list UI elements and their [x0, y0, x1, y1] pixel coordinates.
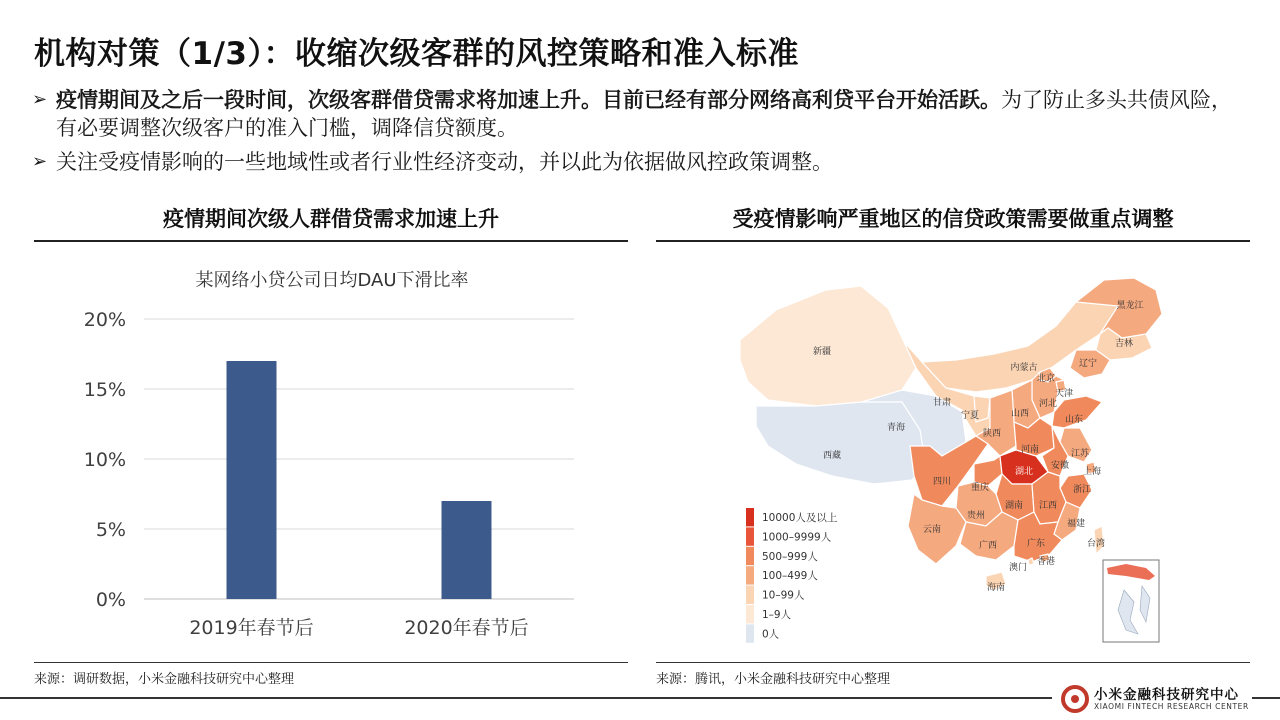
province-label: 江苏: [1070, 449, 1090, 459]
legend-swatch: [746, 508, 754, 526]
arrow-bullet-icon: ➢: [32, 151, 48, 172]
footer-rule-end: [1252, 697, 1280, 699]
province-label: 澳门: [1008, 563, 1028, 573]
province-label: 辽宁: [1078, 359, 1098, 369]
right-panel-title: 受疫情影响严重地区的信贷政策需要做重点调整: [732, 207, 1174, 231]
province-label: 江西: [1038, 501, 1058, 511]
left-source: 来源：调研数据，小米金融科技研究中心整理: [34, 672, 295, 687]
legend-swatch: [746, 527, 754, 545]
legend-label: 10–99人: [762, 589, 805, 602]
province-label: 山西: [1010, 409, 1030, 419]
bar-chart: [34, 256, 628, 656]
province-shape: [740, 286, 916, 406]
province-label: 青海: [886, 423, 906, 433]
legend-swatch: [746, 566, 754, 584]
province-label: 贵州: [966, 511, 986, 521]
y-tick-label: 20%: [83, 309, 126, 331]
bullet-list: [32, 86, 1252, 182]
page-title: 机构对策（1/3）：收缩次级客群的风控策略和准入标准: [34, 36, 799, 72]
bullet-bold-text: 疫情期间及之后一段时间，次级客群借贷需求将加速上升。目前已经有部分网络高利贷平台开始活跃。: [56, 88, 1001, 112]
footer-rule: [0, 697, 1052, 699]
province-label: 宁夏: [960, 411, 980, 421]
province-label: 四川: [932, 477, 952, 487]
y-tick-label: 15%: [83, 379, 126, 401]
province-label: 广东: [1026, 539, 1046, 549]
right-source: 来源：腾讯，小米金融科技研究中心整理: [656, 672, 891, 687]
x-tick-label: 2020年春节后: [404, 617, 529, 639]
province-label: 西藏: [822, 451, 842, 461]
province-label: 河北: [1038, 399, 1058, 409]
right-source-rule: [656, 662, 1250, 663]
brand-name-en: XIAOMI FINTECH RESEARCH CENTER: [1094, 702, 1249, 711]
left-panel-rule: [34, 240, 628, 242]
legend-swatch: [746, 605, 754, 623]
province-label: 海南: [986, 583, 1006, 593]
left-panel-title: 疫情期间次级人群借贷需求加速上升: [163, 207, 499, 231]
province-label: 山东: [1064, 415, 1084, 425]
province-label: 天津: [1054, 389, 1074, 399]
province-shape: [756, 400, 930, 484]
province-label: 吉林: [1114, 339, 1134, 349]
province-label: 浙江: [1072, 485, 1092, 495]
province-label: 甘肃: [932, 398, 952, 408]
south-china-sea-inset: [1103, 560, 1159, 642]
y-tick-label: 5%: [95, 519, 126, 541]
province-label: 福建: [1066, 519, 1086, 529]
bullet-item: [32, 148, 1252, 176]
province-label: 上海: [1082, 467, 1102, 477]
province-label: 台湾: [1086, 539, 1106, 549]
x-tick-label: 2019年春节后: [189, 617, 314, 639]
province-label: 新疆: [812, 347, 832, 357]
legend-swatch: [746, 624, 754, 642]
province-label: 河南: [1020, 445, 1040, 455]
province-label: 香港: [1036, 557, 1056, 567]
legend-label: 10000人及以上: [762, 512, 838, 524]
bullet-text: 为了防止多头共债风险，有必要调整次级客户的准入门槛，调降信贷额度。: [56, 88, 1232, 140]
legend-label: 1000–9999人: [762, 531, 832, 544]
province-label: 湖南: [1004, 501, 1024, 511]
province-label: 陕西: [982, 429, 1002, 439]
legend-label: 1–9人: [762, 609, 792, 621]
right-panel-rule: [656, 240, 1250, 242]
bar: [442, 501, 492, 599]
y-tick-label: 10%: [83, 449, 126, 471]
legend-label: 500–999人: [762, 550, 818, 563]
bullet-item: [32, 86, 1252, 142]
province-label: 重庆: [970, 483, 990, 493]
province-label: 云南: [922, 525, 942, 535]
province-label: 安徽: [1050, 461, 1070, 471]
china-map: [656, 250, 1250, 650]
province-label: 湖北: [1014, 467, 1034, 477]
brand-mark-icon: [1060, 684, 1090, 714]
legend-label: 0人: [762, 628, 780, 641]
bullet-text: 关注受疫情影响的一些地域性或者行业性经济变动，并以此为依据做风控政策调整。: [56, 150, 833, 174]
province-label: 内蒙古: [1010, 363, 1038, 373]
brand-logo: [1060, 682, 1250, 716]
legend-swatch: [746, 586, 754, 604]
y-tick-label: 0%: [95, 589, 126, 611]
legend-label: 100–499人: [762, 570, 818, 583]
brand-name: 小米金融科技研究中心: [1094, 687, 1239, 703]
province-label: 广西: [978, 541, 998, 551]
arrow-bullet-icon: ➢: [32, 89, 48, 110]
province-label: 北京: [1036, 374, 1056, 384]
bar: [227, 361, 277, 599]
province-shape: [974, 456, 1002, 486]
province-label: 黑龙江: [1116, 301, 1144, 311]
left-source-rule: [34, 662, 628, 663]
chart-title: 某网络小贷公司日均DAU下滑比率: [195, 270, 469, 291]
legend-swatch: [746, 547, 754, 565]
